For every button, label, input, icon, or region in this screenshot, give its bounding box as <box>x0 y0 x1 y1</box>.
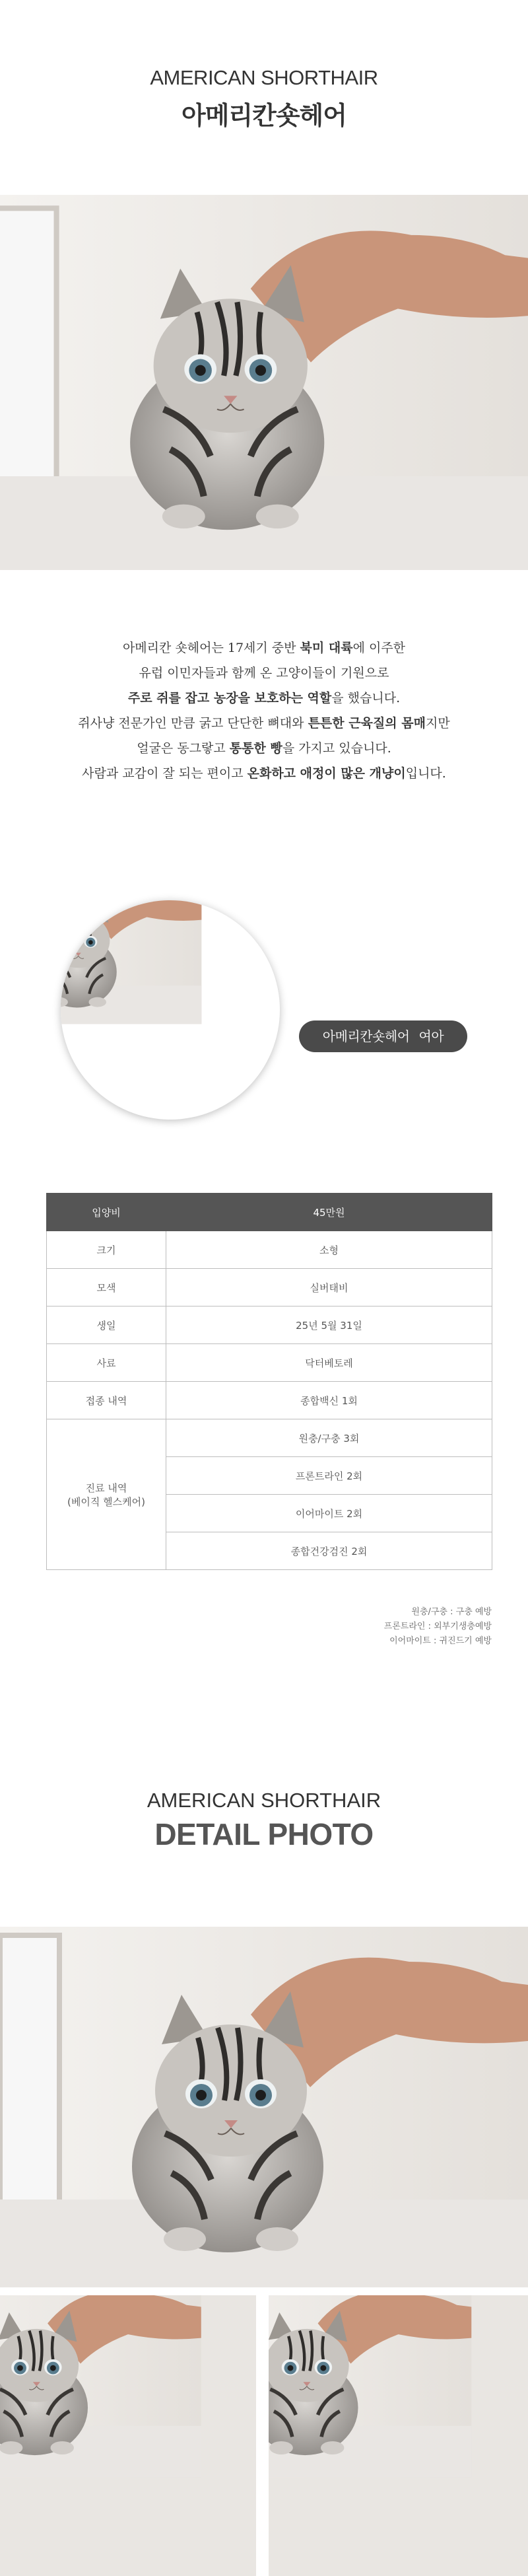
vaccine-label: 접종 내역 <box>47 1382 166 1419</box>
care-label-line-1: 진료 내역 <box>85 1482 127 1494</box>
note-line: 원충/구충 : 구충 예방 <box>411 1607 492 1617</box>
table-row <box>47 1419 492 1457</box>
table-row <box>47 1269 492 1306</box>
intro-line-1: 아메리칸 숏헤어는 17세기 중반 북미 대륙에 이주한 <box>122 641 406 655</box>
vaccine-value: 종합백신 1회 <box>166 1382 492 1419</box>
title-english: AMERICAN SHORTHAIR <box>150 66 378 89</box>
table-row <box>47 1231 492 1269</box>
intro-text <box>0 635 528 786</box>
main-cat-photo <box>0 195 528 570</box>
size-label: 크기 <box>47 1231 166 1269</box>
intro-line-4: 쥐사냥 전문가인 만큼 굵고 단단한 뼈대와 튼튼한 근육질의 몸매지만 <box>78 716 450 731</box>
care-label-line-2: (베이직 헬스케어) <box>67 1495 145 1508</box>
care-item: 원충/구충 3회 <box>166 1419 492 1457</box>
hero-title <box>0 66 528 131</box>
color-value: 실버태비 <box>166 1269 492 1306</box>
table-row <box>47 1306 492 1344</box>
size-value: 소형 <box>166 1231 492 1269</box>
birth-value: 25년 5월 31일 <box>166 1306 492 1344</box>
price-label: 입양비 <box>47 1194 166 1231</box>
note-line: 이어마이트 : 귀진드기 예방 <box>389 1636 492 1646</box>
profile-photo-circle <box>61 900 280 1120</box>
notes <box>384 1605 492 1649</box>
detail-photo-large <box>0 1927 528 2287</box>
detail-title <box>0 1789 528 1852</box>
food-value: 닥터베토레 <box>166 1344 492 1382</box>
care-label <box>47 1419 166 1570</box>
care-item: 프론트라인 2회 <box>166 1457 492 1495</box>
care-item: 종합건강검진 2회 <box>166 1532 492 1570</box>
food-label: 사료 <box>47 1344 166 1382</box>
name-badge <box>299 1020 467 1052</box>
care-item: 이어마이트 2회 <box>166 1495 492 1532</box>
note-line: 프론트라인 : 외부기생충예방 <box>383 1622 492 1631</box>
detail-title-main: DETAIL PHOTO <box>154 1817 374 1851</box>
table-row <box>47 1382 492 1419</box>
title-korean: 아메리칸숏헤어 <box>182 101 346 130</box>
detail-photo-right <box>269 2295 528 2576</box>
intro-line-3: 주로 쥐를 잡고 농장을 보호하는 역할을 했습니다. <box>127 691 401 705</box>
detail-photo-left <box>0 2295 256 2576</box>
info-table <box>46 1193 492 1570</box>
intro-line-2: 유럽 이민자들과 함께 온 고양이들이 기원으로 <box>139 666 389 680</box>
price-value: 45만원 <box>166 1194 492 1231</box>
birth-label: 생일 <box>47 1306 166 1344</box>
table-row <box>47 1194 492 1231</box>
gender-label: 여아 <box>418 1028 444 1044</box>
color-label: 모색 <box>47 1269 166 1306</box>
intro-line-6: 사람과 교감이 잘 되는 편이고 온화하고 애정이 많은 개냥이입니다. <box>82 766 446 781</box>
breed-name: 아메리칸숏헤어 <box>322 1028 410 1044</box>
table-row <box>47 1344 492 1382</box>
intro-line-5: 얼굴은 동그랗고 통통한 빵을 가지고 있습니다. <box>137 741 391 756</box>
detail-title-english: AMERICAN SHORTHAIR <box>147 1789 381 1812</box>
